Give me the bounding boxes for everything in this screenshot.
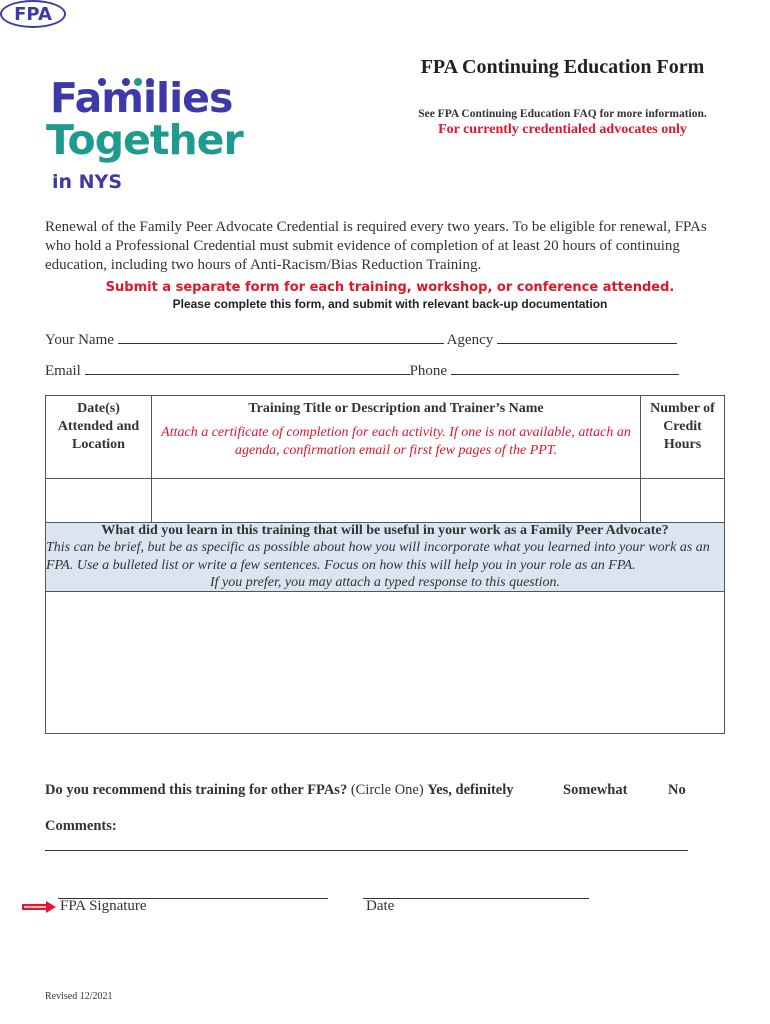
circle-one-label: (Circle One) [350, 782, 424, 798]
email-label: Email [45, 363, 81, 379]
revised-date: Revised 12/2021 [45, 991, 113, 1002]
faq-note: See FPA Continuing Education FAQ for more information. [418, 108, 707, 120]
please-complete-note: Please complete this form, and submit with relevant back-up documentation [172, 297, 608, 311]
credit-hours-header: Number of Credit Hours [650, 401, 715, 452]
title-input-cell[interactable] [152, 479, 641, 523]
recommend-question: Do you recommend this training for other FPAs? [45, 782, 348, 798]
title-header: Training Title or Description and Trainer’s Name [248, 401, 544, 416]
learn-question: What did you learn in this training that will be useful in your work as a Family Peer Advocate? [101, 523, 669, 538]
agency-label: Agency [446, 332, 494, 348]
dates-input-cell[interactable] [46, 479, 152, 523]
learn-attach-note: If you prefer, you may attach a typed response to this question. [209, 575, 561, 590]
training-table [45, 395, 725, 734]
option-somewhat[interactable]: Somewhat [563, 782, 628, 798]
sign-here-arrow-icon [22, 901, 56, 913]
submit-separate-note: Submit a separate form for each training, workshop, or conference attended. [105, 280, 675, 295]
credentialed-note: For currently credentialed advocates only [438, 122, 687, 137]
dates-header-cell [46, 396, 152, 479]
option-yes-definitely[interactable]: Yes, definitely [427, 782, 514, 798]
agency-field[interactable] [497, 330, 677, 344]
logo-families-text: Families [50, 74, 233, 122]
email-field[interactable] [85, 361, 410, 375]
dates-header: Date(s) Attended and Location [57, 401, 140, 452]
credit-header-cell [641, 396, 725, 479]
intro-paragraph: Renewal of the Family Peer Advocate Credential is required every two years. To be eligible for renewal, FPAs who hold a Professional Credential must submit evidence of completion of at least 20 hours of continuing education, including two hours of Anti-Racism/Bias Reduction Training. [45, 219, 707, 273]
learn-question-cell [46, 523, 725, 592]
fpa-signature-label: FPA Signature [60, 898, 147, 914]
your-name-label: Your Name [45, 332, 114, 348]
email-phone-row [45, 361, 679, 380]
logo-together-text: Together [46, 116, 243, 164]
comments-label: Comments: [45, 818, 117, 834]
date-label: Date [366, 898, 395, 914]
credit-hours-input-cell[interactable] [641, 479, 725, 523]
logo-innys-text: in NYS [52, 171, 122, 193]
title-header-cell [152, 396, 641, 479]
comments-field[interactable] [45, 850, 688, 851]
name-agency-row [45, 330, 677, 349]
form-title: FPA Continuing Education Form [420, 56, 705, 78]
date-field[interactable] [363, 898, 589, 899]
logo-fpa-badge: FPA [0, 0, 66, 28]
option-no[interactable]: No [668, 782, 686, 798]
recommend-row [45, 782, 514, 799]
learn-instruction: This can be brief, but be as specific as possible about how you will incorporate what you learned into your work as an FPA. Use a bulleted list or write a few sentences. Focus on how this will help you in your role as an FPA. [46, 540, 710, 573]
certificate-instruction: Attach a certificate of completion for each activity. If one is not available, attach an agenda, confirmation email or first few pages of the PPT. [161, 425, 631, 458]
learn-response-area[interactable] [46, 592, 725, 734]
phone-field[interactable] [451, 361, 679, 375]
your-name-field[interactable] [118, 330, 444, 344]
phone-label: Phone [409, 363, 448, 379]
